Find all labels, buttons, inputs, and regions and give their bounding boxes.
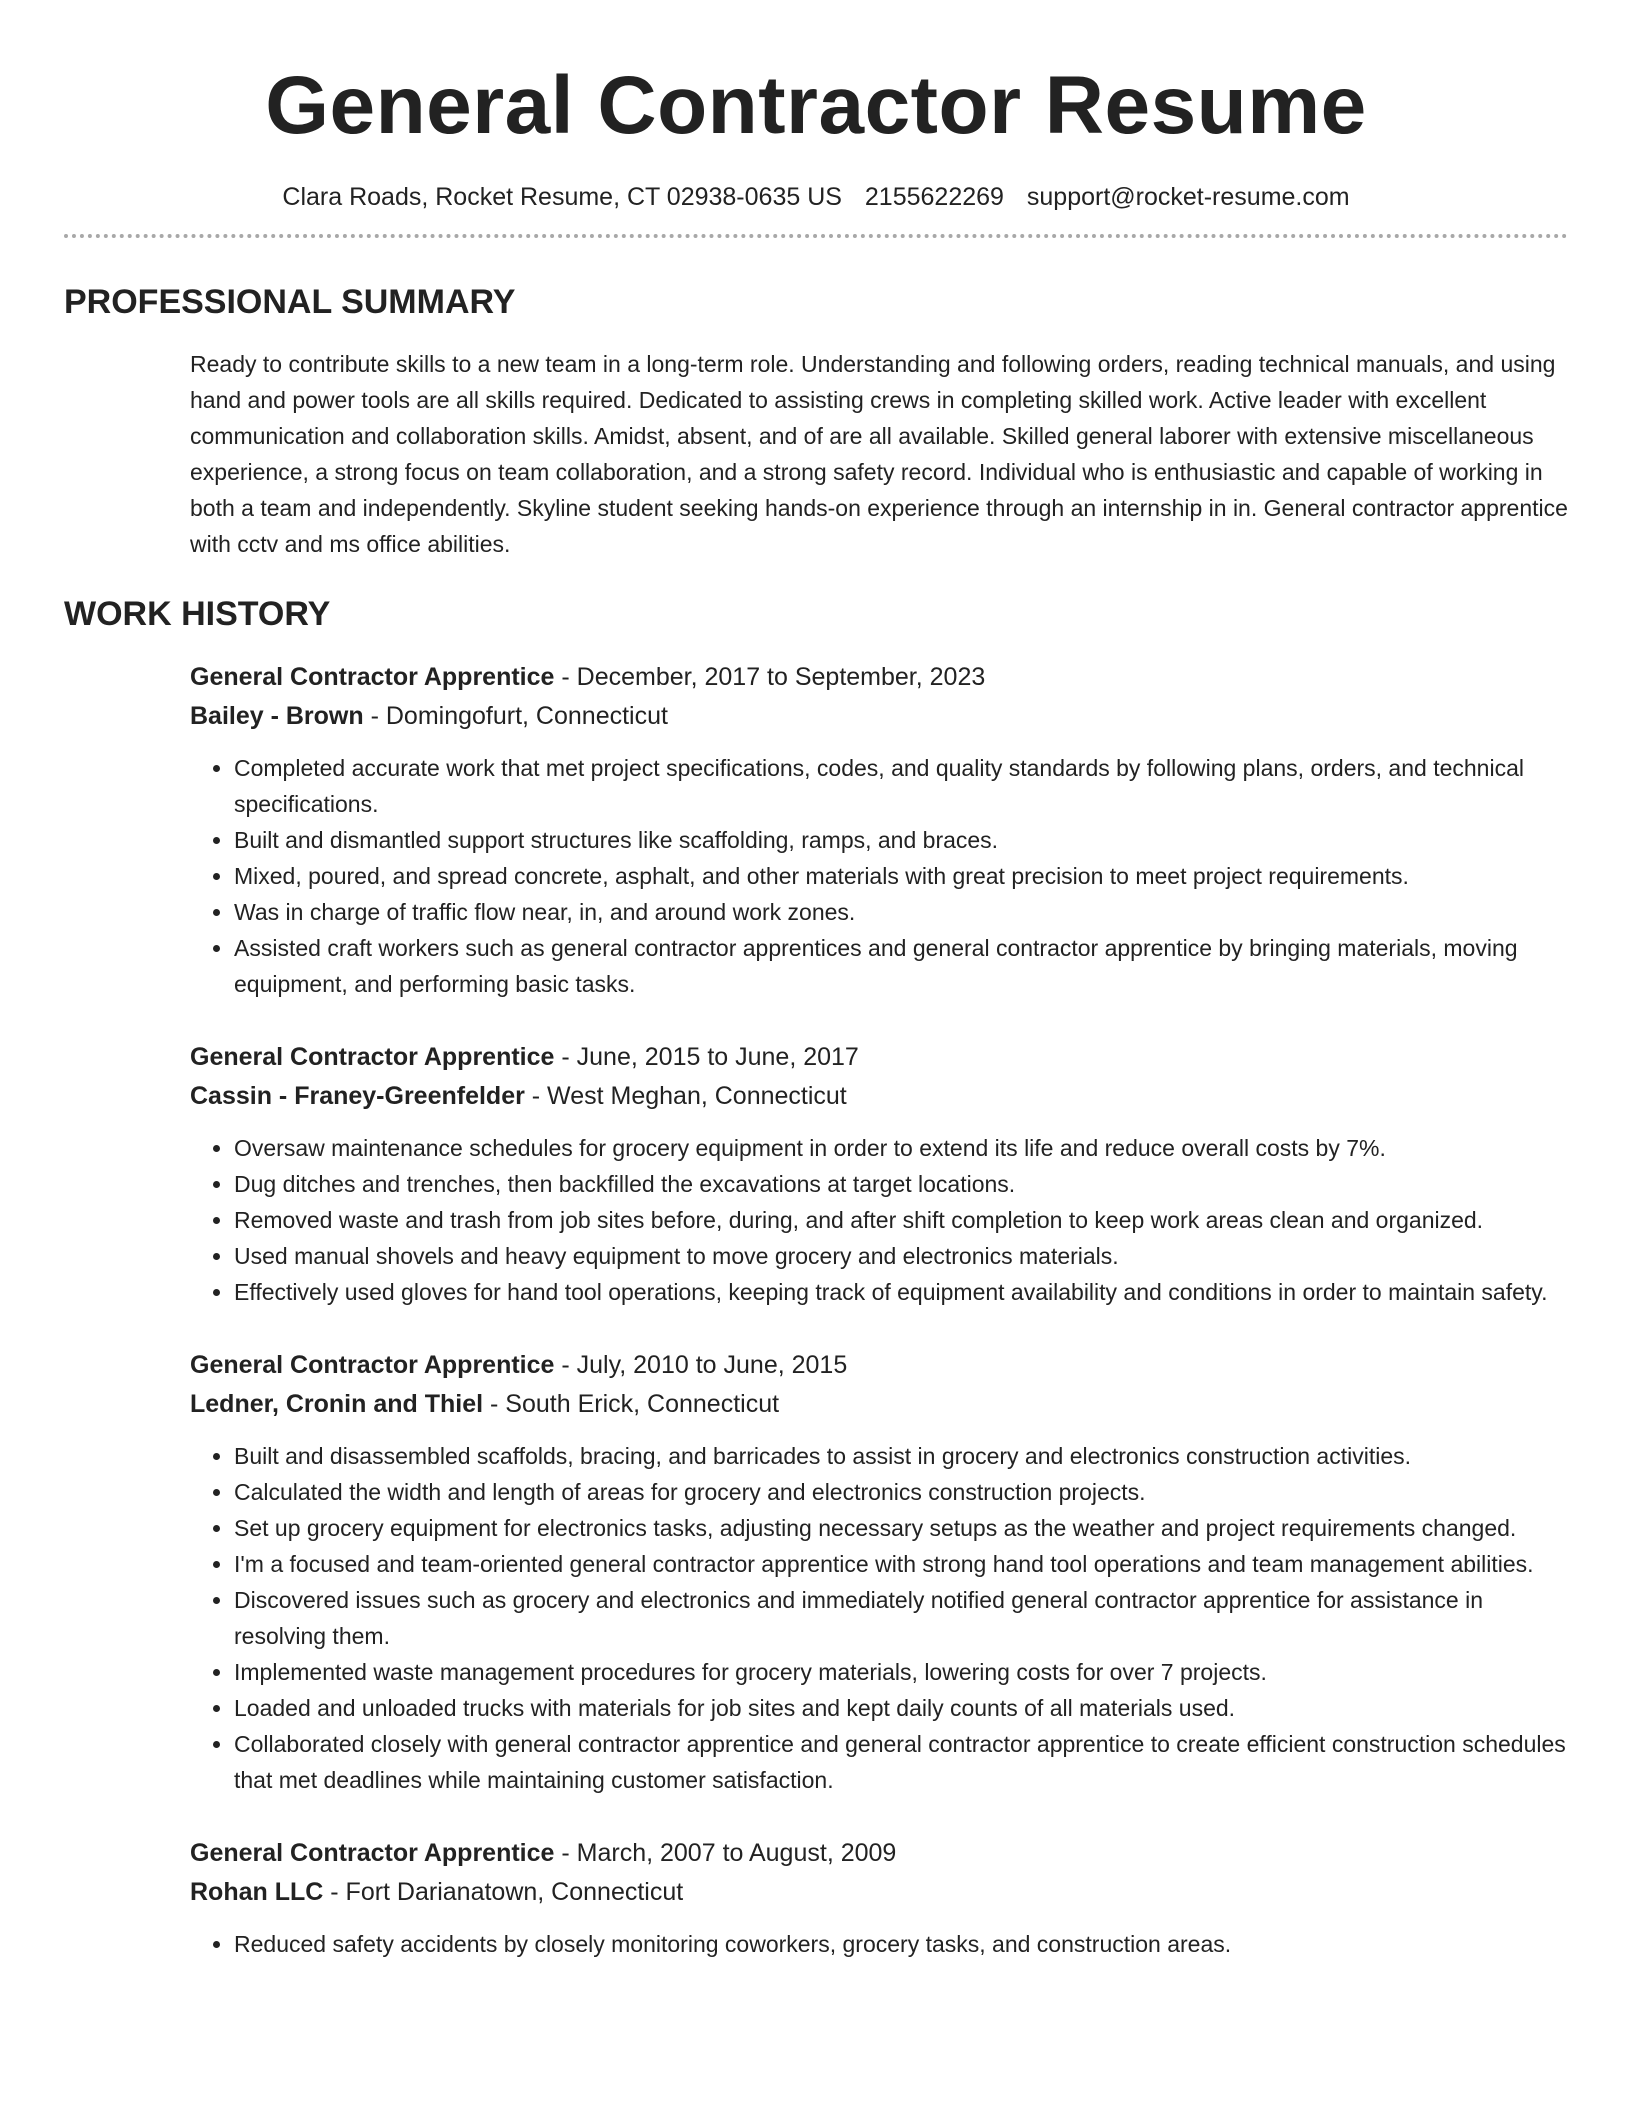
job-company-line xyxy=(190,1077,1568,1116)
job-company: Cassin - Franey-Greenfelder xyxy=(190,1082,525,1110)
job-bullets xyxy=(190,1130,1568,1310)
job-location: - Fort Darianatown, Connecticut xyxy=(323,1878,684,1906)
job-dates: - December, 2017 to September, 2023 xyxy=(554,663,986,691)
job-entry xyxy=(190,658,1568,1002)
job-entry xyxy=(190,1834,1568,1962)
job-bullets xyxy=(190,750,1568,1002)
work-history-list xyxy=(190,658,1568,1962)
bullet-item: • Built and dismantled support structures like scaffolding, ramps, and braces. xyxy=(234,822,1568,858)
job-dates: - July, 2010 to June, 2015 xyxy=(554,1351,848,1379)
bullet-item: • Used manual shovels and heavy equipment to move grocery and electronics materials. xyxy=(234,1238,1568,1274)
job-title: General Contractor Apprentice xyxy=(190,1839,555,1867)
job-location: - Domingofurt, Connecticut xyxy=(363,702,668,730)
bullet-item: • Removed waste and trash from job sites before, during, and after shift completion to keep work areas clean and organized. xyxy=(234,1202,1568,1238)
contact-email: support@rocket-resume.com xyxy=(1026,183,1350,211)
bullet-item: • Reduced safety accidents by closely monitoring coworkers, grocery tasks, and construction areas. xyxy=(234,1926,1568,1962)
job-title: General Contractor Apprentice xyxy=(190,1043,555,1071)
job-title: General Contractor Apprentice xyxy=(190,1351,555,1379)
job-company-line xyxy=(190,1873,1568,1912)
bullet-item: • Completed accurate work that met project specifications, codes, and quality standards by following plans, orders, and technical specifications. xyxy=(234,750,1568,822)
bullet-item: • Loaded and unloaded trucks with materials for job sites and kept daily counts of all materials used. xyxy=(234,1690,1568,1726)
job-bullets xyxy=(190,1438,1568,1798)
job-title-line xyxy=(190,1834,1568,1873)
bullet-item: • Collaborated closely with general contractor apprentice and general contractor apprentice to create efficient construction schedules that met deadlines while maintaining customer satisfaction. xyxy=(234,1726,1568,1798)
bullet-item: • Dug ditches and trenches, then backfilled the excavations at target locations. xyxy=(234,1166,1568,1202)
bullet-item: • Assisted craft workers such as general contractor apprentices and general contractor apprentice by bringing materials, moving equipment, and performing basic tasks. xyxy=(234,930,1568,1002)
job-title-line xyxy=(190,658,1568,697)
job-company: Rohan LLC xyxy=(190,1878,324,1906)
bullet-item: • Effectively used gloves for hand tool operations, keeping track of equipment availability and conditions in order to maintain safety. xyxy=(234,1274,1568,1310)
job-entry xyxy=(190,1038,1568,1310)
job-title-line xyxy=(190,1038,1568,1077)
bullet-item: • Mixed, poured, and spread concrete, asphalt, and other materials with great precision to meet project requirements. xyxy=(234,858,1568,894)
summary-text: Ready to contribute skills to a new team in a long-term role. Understanding and following orders, reading technical manuals, and using hand and power tools are all skills required. Dedicated to assisting crews in completing skilled work. Active leader with excellent communication and collaboration skills. Amidst, absent, and of are all available. Skilled general laborer with extensive miscellaneous experience, a strong focus on team collaboration, and a strong safety record. Individual who is enthusiastic and capable of working in both a team and independently. Skyline student seeking hands-on experience through an internship in in. General contractor apprentice with cctv and ms office abilities. xyxy=(190,351,1568,557)
contact-phone: 2155622269 xyxy=(864,183,1004,211)
bullet-item: • Oversaw maintenance schedules for grocery equipment in order to extend its life and reduce overall costs by 7%. xyxy=(234,1130,1568,1166)
job-dates: - June, 2015 to June, 2017 xyxy=(554,1043,859,1071)
job-entry xyxy=(190,1346,1568,1798)
job-company-line xyxy=(190,1385,1568,1424)
contact-line xyxy=(64,180,1568,214)
bullet-item: • Discovered issues such as grocery and electronics and immediately notified general contractor apprentice for assistance in resolving them. xyxy=(234,1582,1568,1654)
job-title: General Contractor Apprentice xyxy=(190,663,555,691)
job-title-line xyxy=(190,1346,1568,1385)
job-dates: - March, 2007 to August, 2009 xyxy=(554,1839,897,1867)
job-location: - South Erick, Connecticut xyxy=(483,1390,780,1418)
bullet-item: • Was in charge of traffic flow near, in, and around work zones. xyxy=(234,894,1568,930)
summary-heading: PROFESSIONAL SUMMARY xyxy=(64,283,516,321)
bullet-item: • Set up grocery equipment for electronics tasks, adjusting necessary setups as the weather and project requirements changed. xyxy=(234,1510,1568,1546)
job-company: Ledner, Cronin and Thiel xyxy=(190,1390,484,1418)
bullet-item: • Implemented waste management procedures for grocery materials, lowering costs for over 7 projects. xyxy=(234,1654,1568,1690)
work-history-heading: WORK HISTORY xyxy=(64,595,331,633)
page-title: General Contractor Resume xyxy=(265,60,1367,151)
job-location: - West Meghan, Connecticut xyxy=(524,1082,847,1110)
contact-address: Clara Roads, Rocket Resume, CT 02938-0635 US xyxy=(282,183,842,211)
bullet-item: • Built and disassembled scaffolds, bracing, and barricades to assist in grocery and electronics construction activities. xyxy=(234,1438,1568,1474)
header-divider xyxy=(64,234,1568,238)
job-company: Bailey - Brown xyxy=(190,702,364,730)
job-bullets xyxy=(190,1926,1568,1962)
bullet-item: • I'm a focused and team-oriented general contractor apprentice with strong hand tool operations and team management abilities. xyxy=(234,1546,1568,1582)
job-company-line xyxy=(190,697,1568,736)
bullet-item: • Calculated the width and length of areas for grocery and electronics construction projects. xyxy=(234,1474,1568,1510)
